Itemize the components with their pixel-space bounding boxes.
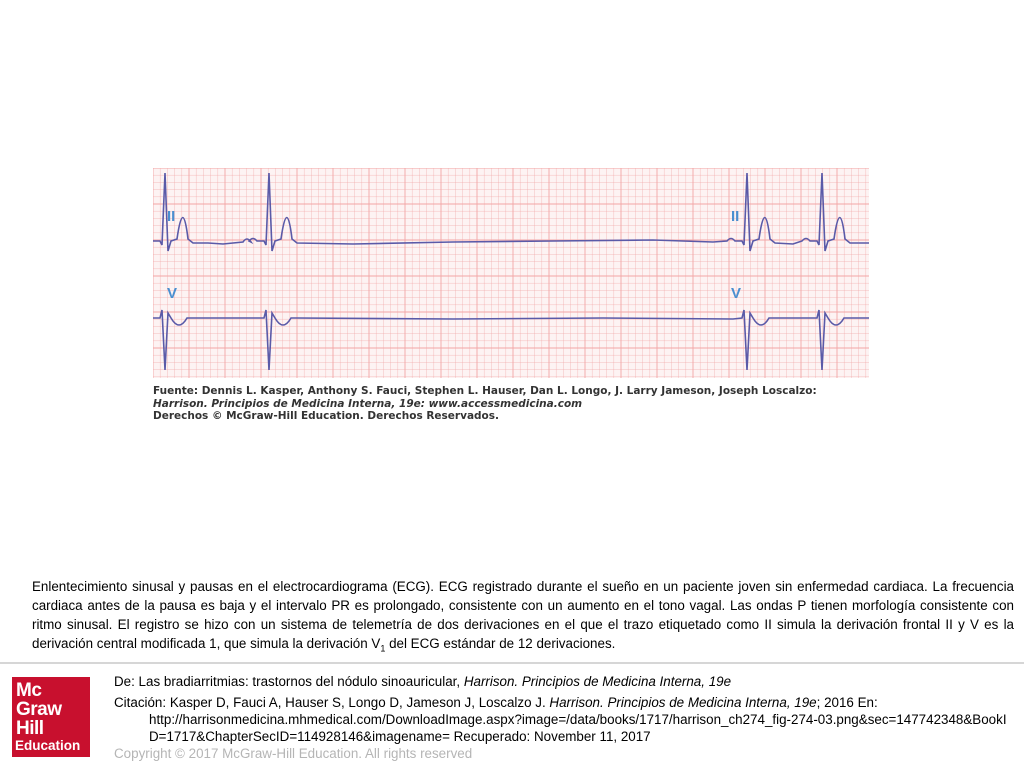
copyright-notice: Copyright © 2017 McGraw-Hill Education. All rights reserved xyxy=(114,746,473,761)
ecg-grid xyxy=(153,168,869,378)
source-authors: Fuente: Dennis L. Kasper, Anthony S. Fauci, Stephen L. Hauser, Dan L. Longo, J. Larry Jameson, Joseph Loscalzo: xyxy=(153,385,817,397)
from-book: Harrison. Principios de Medicina Interna, 19e xyxy=(463,674,732,689)
figure-source xyxy=(153,385,869,423)
figure-caption xyxy=(32,577,1014,653)
citation-line xyxy=(114,694,1014,711)
lead-ii-label-right: II xyxy=(731,208,740,225)
lead-v-label-right: V xyxy=(731,285,742,302)
citation-prefix: Citación: Kasper D, Fauci A, Hauser S, Longo D, Jameson J, Loscalzo J. xyxy=(114,695,550,710)
logo-line-hill: Hill xyxy=(16,718,44,739)
lead-ii-label: II xyxy=(167,208,176,225)
footer-divider xyxy=(0,662,1024,664)
citation-url[interactable]: http://harrisonmedicina.mhmedical.com/DownloadImage.aspx?image=/data/books/1717/harrison_ch274_fig-274-03.png&sec=147742348&BookID=1717&ChapterSecID=114928146&imagename= Recuperado: November 11, 2017 xyxy=(149,712,1007,744)
from-line xyxy=(114,673,1014,690)
from-prefix: De: Las bradiarritmias: trastornos del nódulo sinoauricular, xyxy=(114,674,464,689)
lead-v-label: V xyxy=(167,285,178,302)
caption-text: Enlentecimiento sinusal y pausas en el electrocardiograma (ECG). ECG registrado durante el sueño en un paciente joven sin enfermedad cardiaca. La frecuencia cardiaca antes de la pausa es baja y el intervalo PR es prolongado, consistente con un aumento en el tono vagal. Las ondas P tienen morfología consistente con ritmo sinusal. El registro se hizo con un sistema de telemetría de dos derivaciones en el que el trazo etiquetado como II simula la derivación frontal II y V es la derivación central modificada 1, que simula la derivación V xyxy=(32,579,1014,651)
citation-footer xyxy=(114,673,1014,762)
source-rights: Derechos © McGraw-Hill Education. Derechos Reservados. xyxy=(153,410,499,422)
logo-line-mc: Mc xyxy=(16,680,42,701)
logo-line-graw: Graw xyxy=(16,699,62,720)
ecg-strip xyxy=(153,168,869,378)
citation-book: Harrison. Principios de Medicina Interna, 19e xyxy=(549,695,817,710)
ecg-figure xyxy=(153,168,869,423)
source-book: Harrison. Principios de Medicina Interna, 19e: www.accessmedicina.com xyxy=(153,397,583,410)
logo-line-education: Education xyxy=(15,738,81,753)
citation-suffix: ; 2016 En: xyxy=(816,695,878,710)
ecg-grid-background xyxy=(153,168,869,378)
mcgraw-hill-logo xyxy=(12,677,90,757)
caption-subscript: 1 xyxy=(380,643,386,654)
caption-text-end: del ECG estándar de 12 derivaciones. xyxy=(385,636,616,651)
